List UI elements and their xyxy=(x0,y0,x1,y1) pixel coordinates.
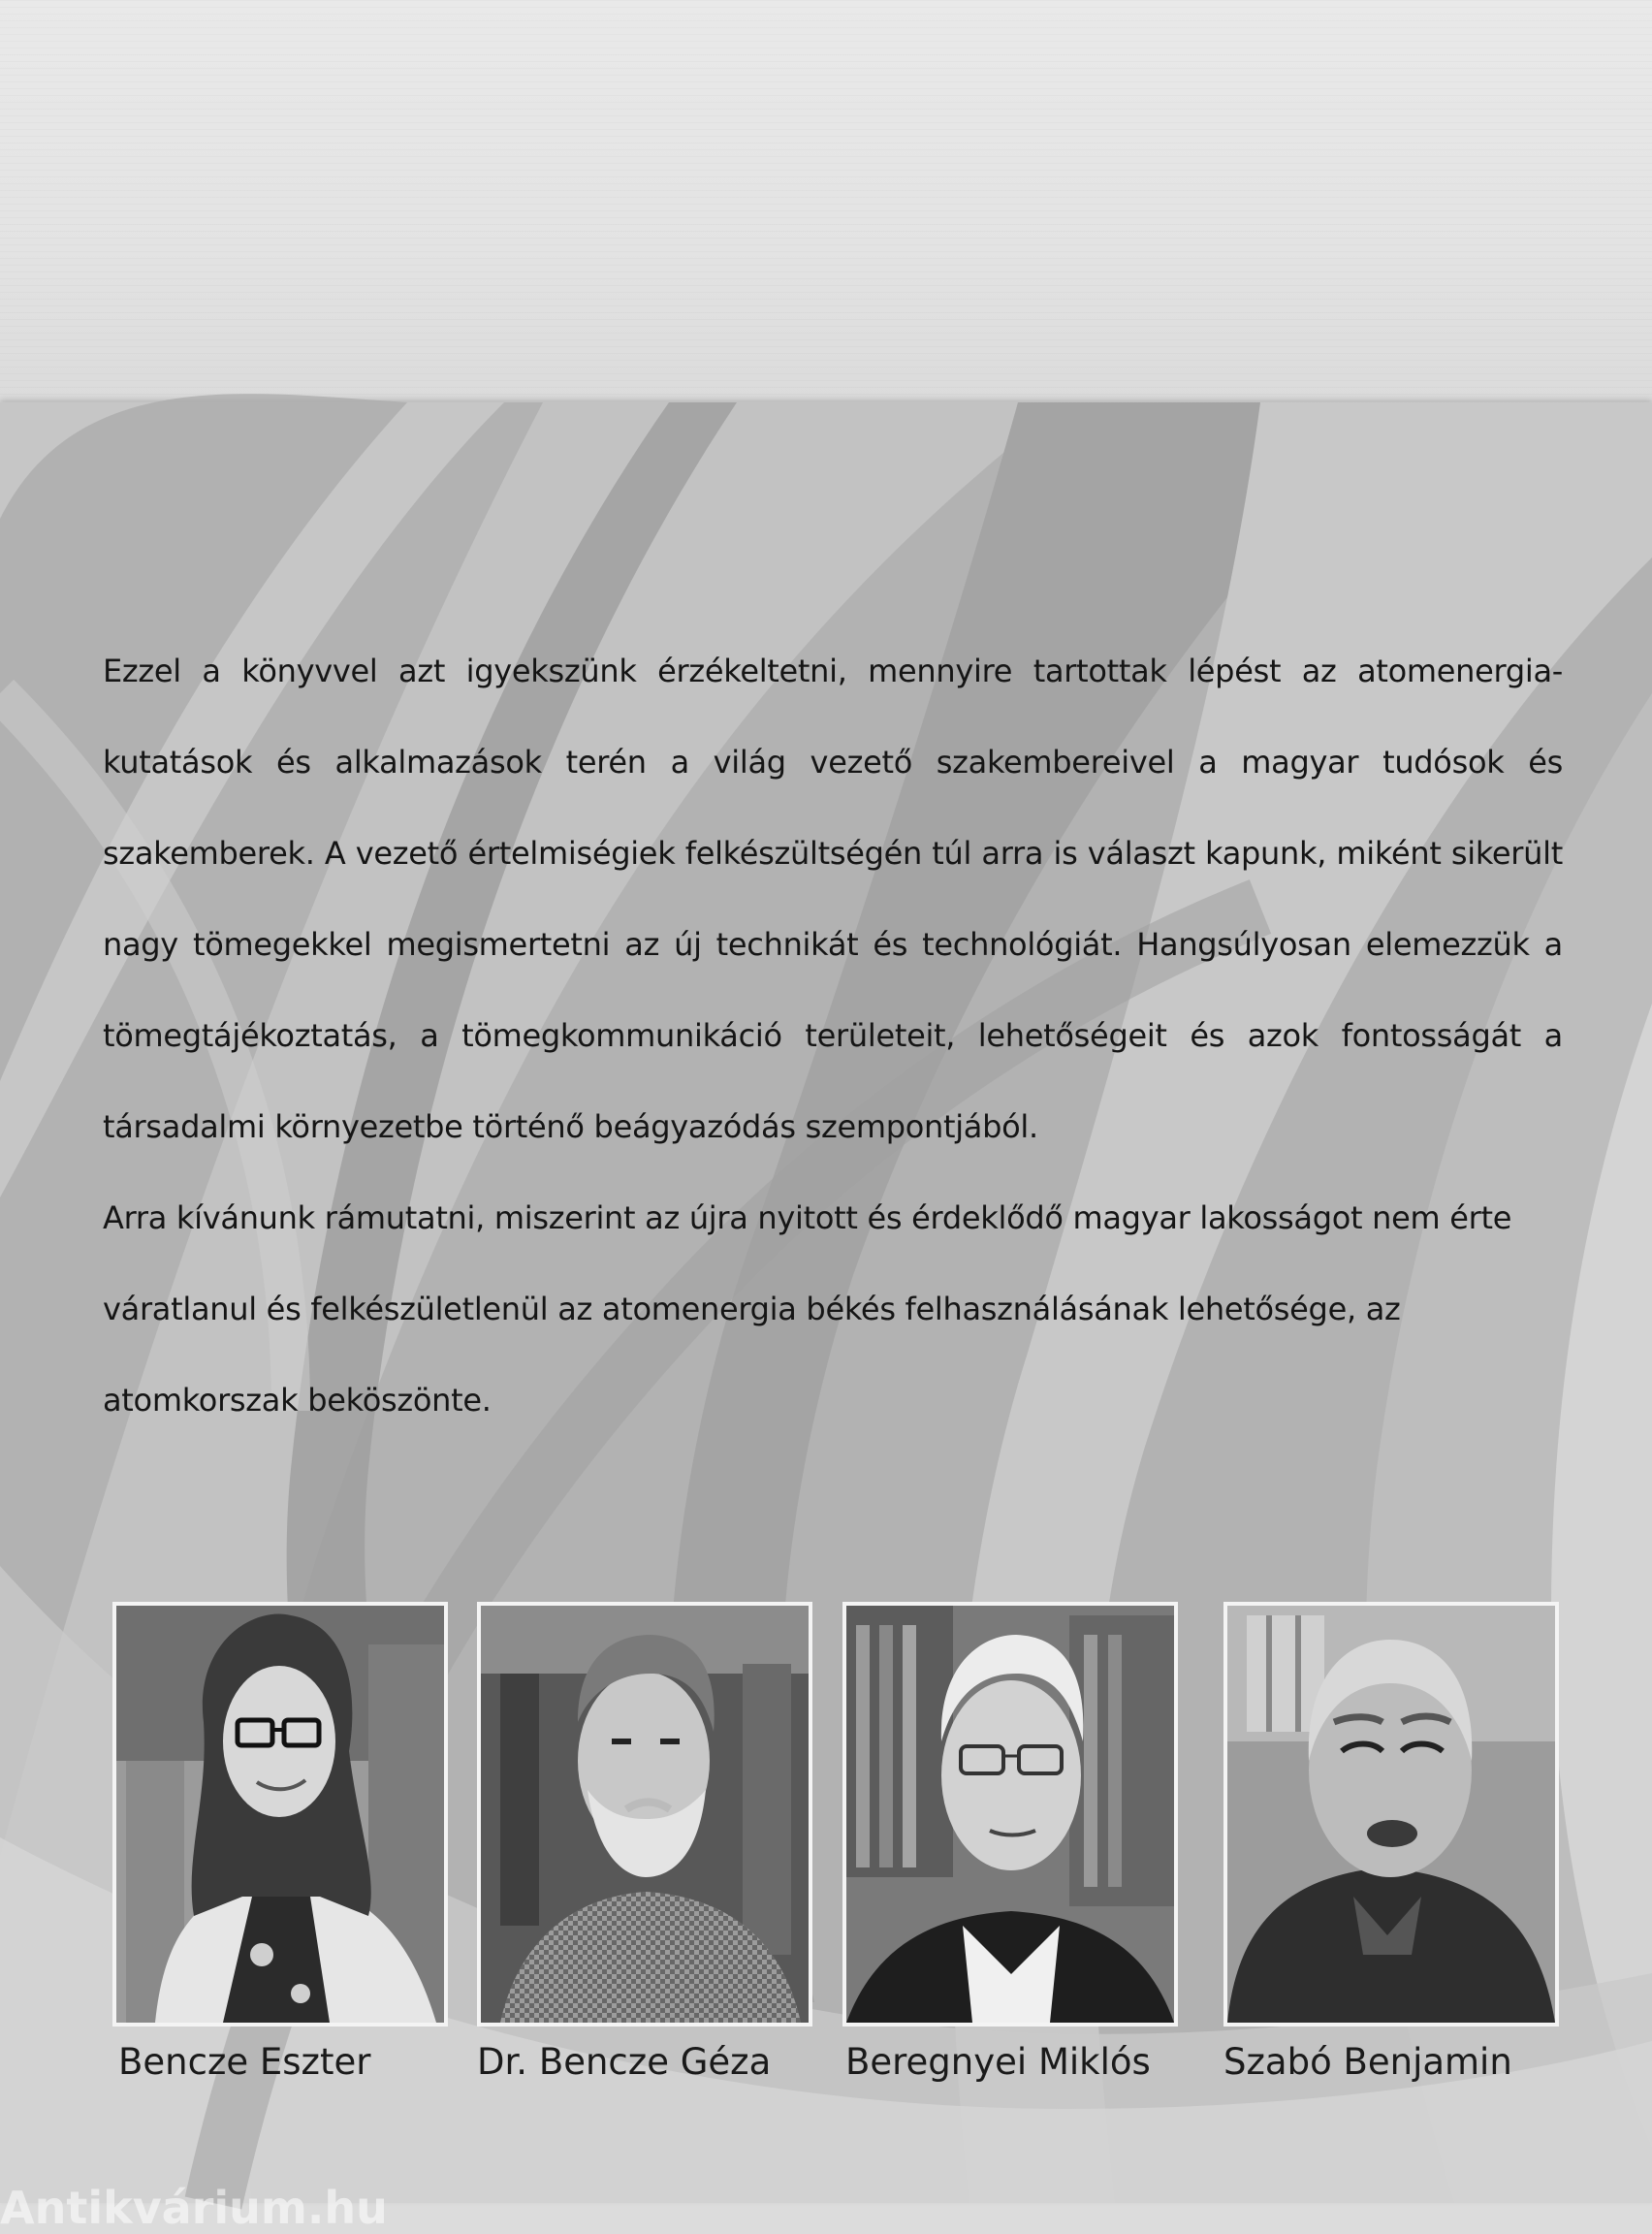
author-name-3: Beregnyei Miklós xyxy=(845,2041,1151,2083)
author-name-1: Bencze Eszter xyxy=(118,2041,371,2083)
table-surface xyxy=(0,0,1652,417)
author-portraits xyxy=(0,402,1652,2203)
author-photo-1 xyxy=(112,1602,448,2027)
author-photo-4 xyxy=(1223,1602,1559,2027)
watermark-text: Antikvárium.hu xyxy=(0,2182,388,2234)
blurb-paragraph-2: Arra kívánunk rámutatni, miszerint az újra nyitott és érdeklődő magyar lakosságot nem érte váratlanul és felkészületlenül az atomenergia békés felhasználásának lehetősége, az atomkorszak beköszönte. xyxy=(103,1199,1512,1419)
author-name-4: Szabó Benjamin xyxy=(1223,2041,1512,2083)
author-photo-2 xyxy=(477,1602,812,2027)
author-photo-3 xyxy=(842,1602,1178,2027)
blurb-paragraph-1: Ezzel a könyvvel azt igyekszünk érzékeltetni, mennyire tartottak lépést az atomenergia-kutatások és alkalmazások terén a világ vezető szakembereivel a magyar tudósok és szakemberek. A vezető értelmiségiek felkészültségén túl arra is választ kapunk, miként sikerült nagy tömegekkel megismertetni az új technikát és technológiát. Hangsúlyosan elemezzük a tömegtájékoztatás, a tömegkommunikáció területeit, lehetőségeit és azok fontosságát a társadalmi környezetbe történő beágyazódás szempontjából. xyxy=(103,653,1563,1145)
author-name-2: Dr. Bencze Géza xyxy=(477,2041,772,2083)
book-back-cover xyxy=(0,402,1652,2234)
